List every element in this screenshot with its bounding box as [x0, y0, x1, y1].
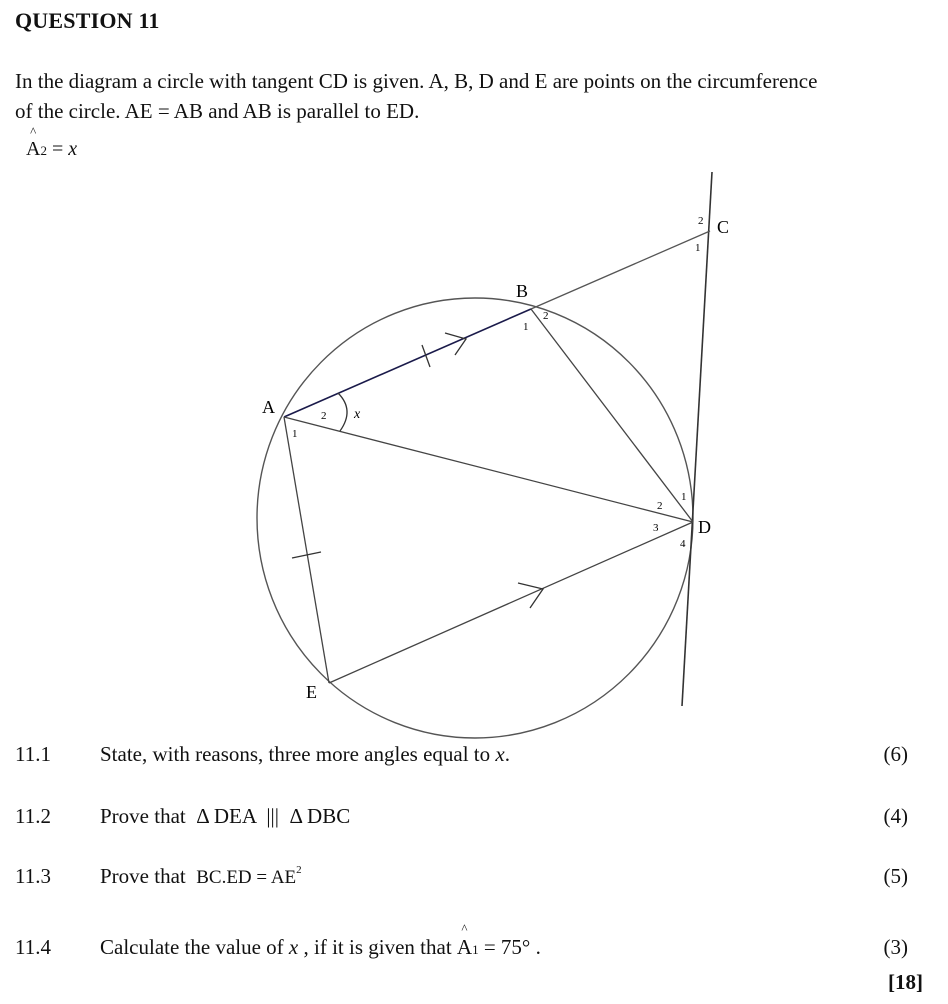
parallel-arrow-ab [445, 333, 466, 355]
angle-a-hat: ^ A [26, 124, 41, 160]
point-label-c: C [717, 217, 730, 237]
point-label-d: D [698, 517, 711, 537]
subquestion-marks: (6) [883, 742, 908, 766]
line-ae [284, 417, 329, 683]
point-label-e: E [306, 682, 317, 702]
subquestion-11-3 [0, 864, 948, 896]
subquestion-11-1 [0, 742, 948, 774]
subquestion-11-2 [0, 804, 948, 836]
line-bc [531, 231, 710, 309]
subquestion-text: Calculate the value of x , if it is given that ^ A1 = 75° . [100, 921, 541, 959]
intro-line-1: In the diagram a circle with tangent CD is given. A, B, D and E are points on the circumference [15, 69, 818, 93]
angle-label-c2: 2 [698, 215, 704, 227]
subquestion-marks: (5) [883, 864, 908, 888]
subquestion-text: Prove that $BC.ED = AE^2$ [100, 864, 302, 888]
point-label-b: B [516, 281, 529, 301]
angle-label-a1: 1 [292, 428, 298, 440]
angle-label-d3: 3 [653, 522, 659, 534]
subquestion-number: 11.3 [15, 864, 51, 888]
angle-label-b2: 2 [543, 310, 549, 322]
total-marks: [18] [888, 970, 923, 994]
subquestion-text: Prove that Δ DEA ||| Δ DBC [100, 804, 351, 828]
line-ed [329, 522, 693, 683]
angle-label-d4: 4 [680, 538, 686, 550]
subquestion-number: 11.4 [15, 935, 51, 959]
angle-label-b1: 1 [523, 321, 529, 333]
given-statement: ^ A2 = x [26, 124, 78, 160]
subquestion-marks: (3) [883, 935, 908, 959]
angle-label-d2: 2 [657, 500, 663, 512]
angle-label-x: x [354, 407, 361, 422]
angle-label-c1: 1 [695, 242, 701, 254]
subquestion-11-4 [0, 921, 948, 967]
circle [257, 298, 693, 738]
question-title: QUESTION 11 [15, 8, 160, 33]
subquestion-marks: (4) [883, 804, 908, 828]
subquestion-number: 11.2 [15, 804, 51, 828]
intro-line-2: of the circle. AE = AB and AB is parallel to ED. [15, 99, 420, 123]
point-label-a: A [262, 397, 275, 417]
line-ad [284, 417, 693, 522]
subquestion-text: State, with reasons, three more angles equal to x. [100, 742, 510, 766]
angle-arc-x [338, 393, 347, 431]
angle-label-a2: 2 [321, 410, 327, 422]
subquestion-number: 11.1 [15, 742, 51, 766]
angle-label-d1: 1 [681, 491, 687, 503]
parallel-arrow-ed [518, 583, 543, 608]
